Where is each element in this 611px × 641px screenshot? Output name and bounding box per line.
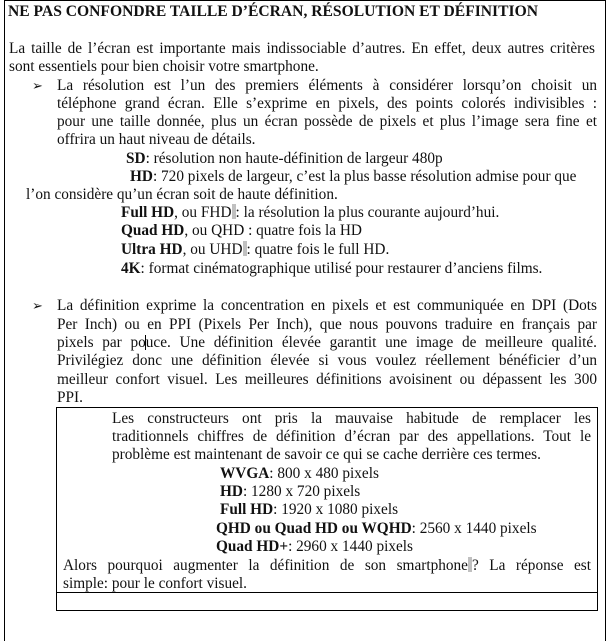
definition-line-3-start: pixels par po (57, 334, 146, 351)
item-term: Quad HD+ (216, 538, 289, 555)
item-desc: : 1280 x 720 pixels (242, 483, 361, 500)
definition-line-4: Privilégiez donc une définition élevée si vous voulez réellement bénéficier d’un (57, 352, 597, 369)
item-term: QHD ou Quad HD ou WQHD (216, 520, 412, 537)
item-desc: : résolution non haute-définition de largeur 480p (145, 150, 443, 167)
definition-line-3-end: uce. Une définition élevée garantit une image de meilleure qualité. (145, 334, 597, 351)
item-desc: : 1920 x 1080 pixels (273, 501, 399, 518)
item-term: Quad HD (121, 222, 185, 239)
definition-line-6: PPI. (57, 389, 83, 406)
item-term: Full HD (121, 204, 175, 221)
definition-line-2: Per Inch) ou en PPI (Pixels Per Inch), que nous pouvons traduire en français par (57, 316, 597, 333)
intro-line-2: sont essentiels pour bien choisir votre smartphone. (9, 58, 319, 75)
item-desc: : 720 pixels de largeur, c’est la plus basse résolution admise pour que (152, 168, 577, 185)
closing-answer-start: ? La réponse est (471, 557, 591, 574)
resolution-item-ultra-hd (121, 241, 389, 259)
item-term: HD (220, 483, 243, 500)
document-title: NE PAS CONFONDRE TAILLE D’ÉCRAN, RÉSOLUTION ET DÉFINITION (8, 3, 538, 20)
resolution-item-4k (121, 260, 542, 278)
arrow-bullet-icon: ➢ (32, 78, 43, 93)
definition-line-3[interactable] (57, 334, 597, 352)
item-desc: : 2960 x 1440 pixels (288, 538, 413, 555)
box-item-full-hd (220, 501, 398, 519)
box-closing-line-1 (63, 557, 591, 575)
box-item-hd (220, 483, 360, 501)
item-desc: : format cinématographique utilisé pour restaurer d’anciens films. (140, 260, 543, 277)
item-desc: : quatre fois le full HD. (246, 241, 390, 258)
resolution-line-1: La résolution est l’un des premiers éléments à considérer lorsqu’on choisit un (57, 77, 597, 94)
box-item-wvga (220, 465, 379, 483)
box-line-3: problème est maintenant de savoir ce qui se cache derrière ces termes. (112, 446, 541, 463)
item-term: HD (130, 168, 153, 185)
box-closing-line-2: simple: pour le confort visuel. (63, 575, 247, 592)
resolution-line-3: pour une taille donnée, plus un écran possède de pixels et plus l’image sera fine et (57, 113, 597, 130)
item-term: 4K (121, 260, 141, 277)
item-desc: : 2560 x 1440 pixels (411, 520, 537, 537)
item-term: Ultra HD (121, 241, 183, 258)
resolution-item-sd (126, 150, 443, 168)
item-alias: , ou QHD (184, 222, 245, 239)
resolution-line-2: téléphone grand écran. Elle s’exprime en pixels, des points colorés indivisibles : (57, 95, 597, 112)
item-alias: , ou FHD (174, 204, 232, 221)
box-line-2: traditionnels chiffres de définition d’écran par des appellations. Tout le (112, 428, 591, 445)
definition-line-1: La définition exprime la concentration en pixels et est communiquée en DPI (Dots (57, 297, 597, 314)
item-desc: : 800 x 480 pixels (269, 465, 379, 482)
item-alias: , ou UHD (182, 241, 243, 258)
closing-question: Alors pourquoi augmenter la définition de son smartphone (63, 557, 468, 574)
item-term: WVGA (220, 465, 270, 482)
resolution-line-4: offrira un haut niveau de détails. (57, 131, 256, 148)
resolution-item-quad-hd (121, 222, 362, 240)
arrow-bullet-icon: ➢ (32, 298, 43, 313)
box-item-quad-hd-plus (216, 538, 413, 556)
definition-line-5: meilleur confort visuel. Les meilleures définitions avoisinent ou dépassent les 300 (57, 371, 597, 388)
item-term: Full HD (220, 501, 274, 518)
box-line-1: Les constructeurs ont pris la mauvaise habitude de remplacer les (112, 410, 591, 427)
item-desc: : la résolution la plus courante aujourd’hui. (235, 204, 500, 221)
resolution-item-hd (130, 168, 576, 186)
intro-line-1: La taille de l’écran est importante mais indissociable d’autres. En effet, deux autres critères (9, 40, 595, 57)
resolution-item-full-hd (121, 204, 499, 222)
item-desc: : quatre fois la HD (244, 222, 362, 239)
resolution-item-hd-continued: l’on considère qu’un écran soit de haute définition. (26, 186, 338, 203)
box-item-qhd (216, 520, 537, 538)
item-term: SD (126, 150, 146, 167)
